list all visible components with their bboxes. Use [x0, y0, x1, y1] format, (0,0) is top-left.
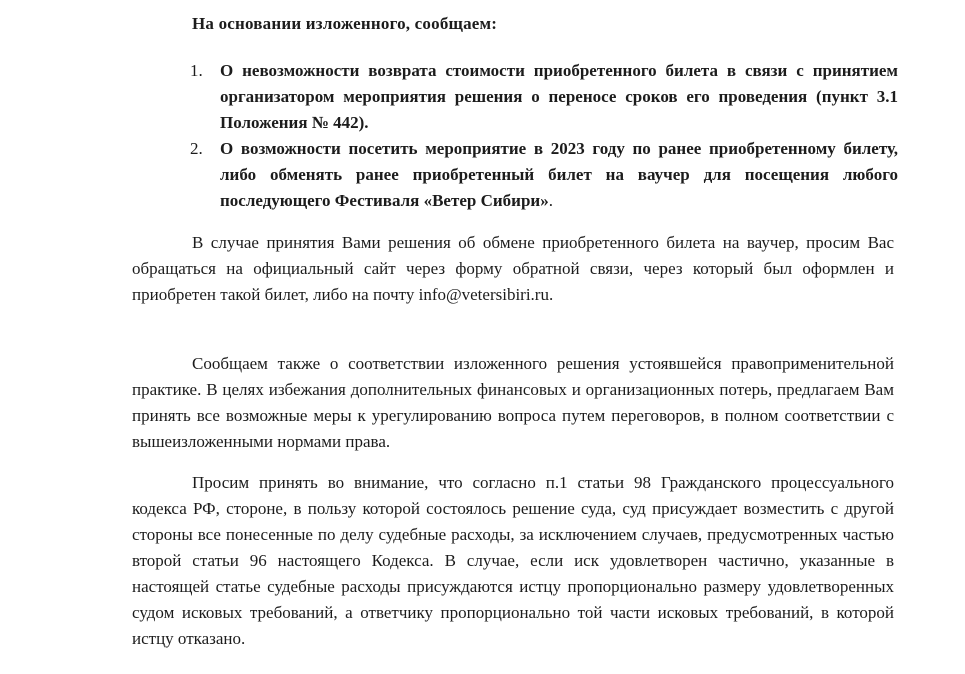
list-item-number: 2.: [190, 139, 203, 158]
list-item: [186, 58, 898, 136]
list-item: [186, 136, 898, 214]
list-item-tail: .: [548, 191, 553, 210]
list-item-text: О невозможности возврата стоимости приобретенного билета в связи с принятием организатором мероприятия решения о переносе сроков его проведения (пункт 3.1 Положения № 442).: [220, 61, 898, 132]
paragraph-legal-practice: Сообщаем также о соответствии изложенного решения устоявшейся правоприменительной практике. В целях избежания дополнительных финансовых и организационных потерь, предлагаем Вам принять все возможные меры к урегулированию вопроса путем переговоров, в полном соответствии с вышеизложенными нормами права.: [132, 354, 894, 451]
list-item-number: 1.: [190, 61, 203, 80]
numbered-list: [186, 58, 898, 214]
paragraph-court-expenses: Просим принять во внимание, что согласно п.1 статьи 98 Гражданского процессуального кодекса РФ, стороне, в пользу которой состоялось решение суда, суд присуждает возместить с другой стороны все понесенные по делу судебные расходы, за исключением случаев, предусмотренных частью второй статьи 96 настоящего Кодекса. В случае, если иск удовлетворен частично, указанные в настоящей статье судебные расходы присуждаются истцу пропорционально размеру удовлетворенных судом исковых требований, а ответчику пропорционально той части исковых требований, в которой истцу отказано.: [132, 473, 894, 648]
section-heading: На основании изложенного, сообщаем:: [192, 14, 498, 33]
paragraph-voucher-exchange: В случае принятия Вами решения об обмене приобретенного билета на ваучер, просим Вас обращаться на официальный сайт через форму обратной связи, через который был оформлен и приобретен такой билет, либо на почту info@vetersibiri.ru.: [132, 233, 894, 304]
list-item-text: О возможности посетить мероприятие в 2023 году по ранее приобретенному билету, либо обменять ранее приобретенный билет на ваучер для посещения любого последующего Фестиваля «Ветер Сибири»: [220, 139, 898, 210]
